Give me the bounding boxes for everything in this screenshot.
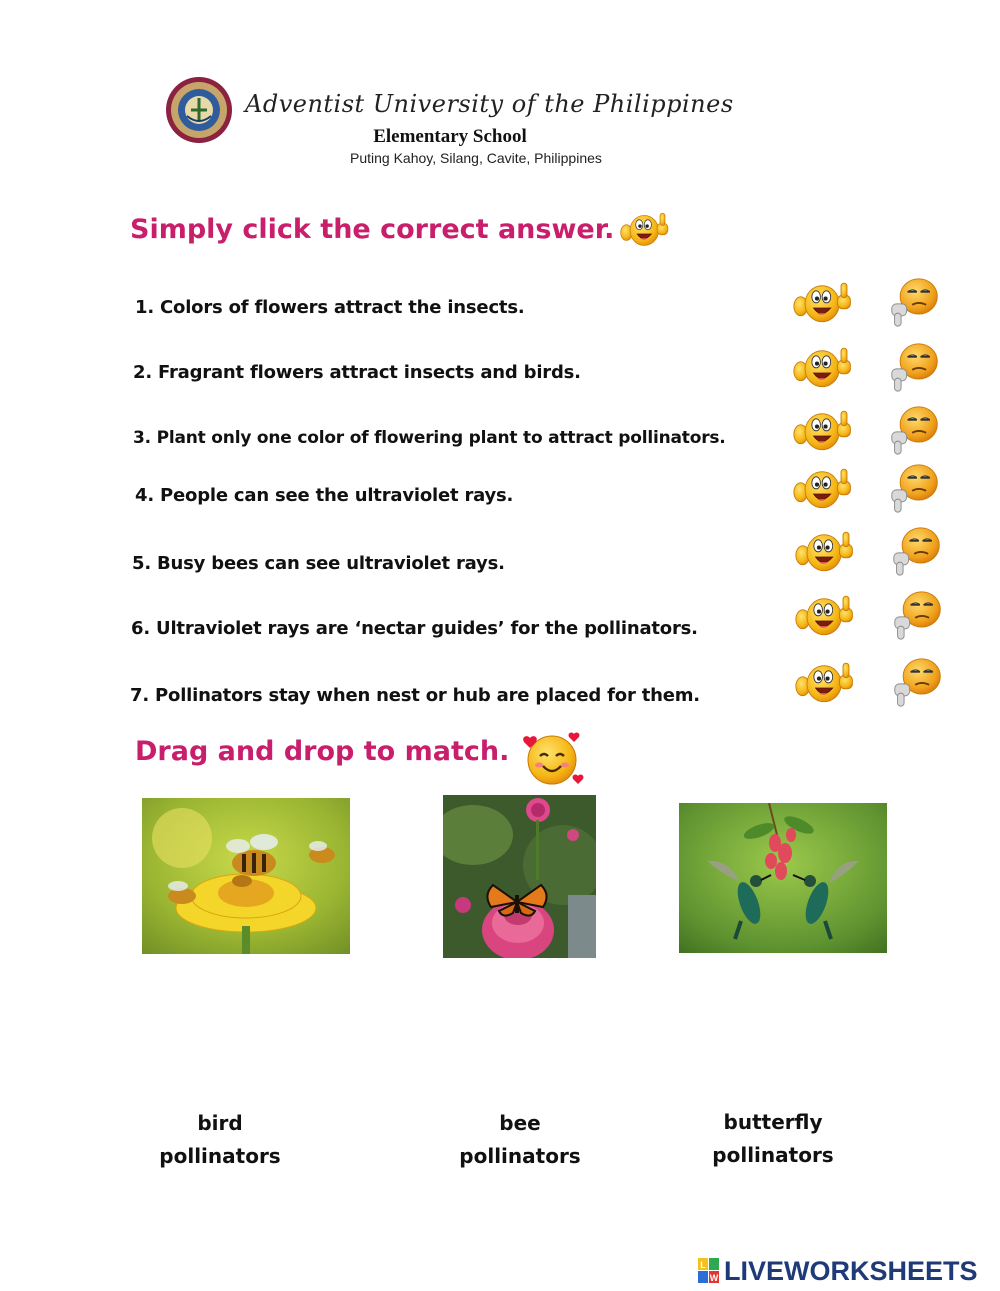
thumbs-down-emoji-icon [885, 462, 945, 514]
true-button-7[interactable] [795, 656, 855, 708]
thumbs-down-emoji-icon [885, 341, 945, 393]
thumbs-up-emoji-icon [793, 276, 853, 328]
true-button-4[interactable] [793, 462, 853, 514]
label-bird-pollinators[interactable] [130, 1107, 310, 1173]
question-5: 5. Busy bees can see ultraviolet rays. [132, 553, 505, 574]
true-button-3[interactable] [793, 404, 853, 456]
true-button-6[interactable] [795, 589, 855, 641]
thumbs-down-emoji-icon [885, 404, 945, 456]
thumbs-up-emoji-icon [795, 589, 855, 641]
question-3: 3. Plant only one color of flowering plant to attract pollinators. [133, 428, 726, 448]
false-button-1[interactable] [885, 276, 945, 328]
school-address: Puting Kahoy, Silang, Cavite, Philippines [350, 150, 602, 166]
school-name: Elementary School [373, 126, 527, 147]
true-button-2[interactable] [793, 341, 853, 393]
section-heading-text: Drag and drop to match. [135, 736, 510, 767]
liveworksheets-blocks-icon [698, 1258, 720, 1284]
question-7: 7. Pollinators stay when nest or hub are placed for them. [130, 685, 700, 706]
winking-thumbs-up-emoji-icon [620, 204, 670, 254]
thumbs-down-emoji-icon [887, 525, 947, 577]
thumbs-up-emoji-icon [793, 341, 853, 393]
thumbs-down-emoji-icon [888, 589, 948, 641]
question-2: 2. Fragrant flowers attract insects and birds. [133, 362, 581, 383]
bee-on-flower-photo[interactable] [142, 798, 350, 954]
smiling-hearts-emoji-icon [520, 728, 586, 788]
false-button-7[interactable] [888, 656, 948, 708]
section-heading-text: Simply click the correct answer. [130, 214, 615, 245]
question-1: 1. Colors of flowers attract the insects. [135, 297, 525, 318]
university-seal-logo [165, 76, 233, 144]
false-button-3[interactable] [885, 404, 945, 456]
label-line: pollinators [459, 1144, 581, 1168]
thumbs-up-emoji-icon [795, 525, 855, 577]
label-butterfly-pollinators[interactable] [683, 1106, 863, 1172]
true-button-5[interactable] [795, 525, 855, 577]
thumbs-up-emoji-icon [795, 656, 855, 708]
thumbs-down-emoji-icon [885, 276, 945, 328]
false-button-2[interactable] [885, 341, 945, 393]
thumbs-up-emoji-icon [793, 462, 853, 514]
svg-text:W: W [709, 1273, 719, 1283]
label-bee-pollinators[interactable] [430, 1107, 610, 1173]
false-button-6[interactable] [888, 589, 948, 641]
label-line: pollinators [712, 1143, 834, 1167]
true-button-1[interactable] [793, 276, 853, 328]
label-line: bee [499, 1111, 541, 1135]
university-name: Adventist University of the Philippines [245, 90, 734, 118]
false-button-5[interactable] [887, 525, 947, 577]
butterfly-on-flower-photo[interactable] [443, 795, 596, 958]
question-6: 6. Ultraviolet rays are ‘nectar guides’ for the pollinators. [131, 618, 698, 639]
svg-text:L: L [700, 1260, 706, 1270]
label-line: pollinators [159, 1144, 281, 1168]
hummingbirds-photo[interactable] [679, 803, 887, 953]
label-line: butterfly [723, 1110, 823, 1134]
false-button-4[interactable] [885, 462, 945, 514]
label-line: bird [197, 1111, 243, 1135]
thumbs-down-emoji-icon [888, 656, 948, 708]
section-heading-click [130, 214, 614, 245]
question-4: 4. People can see the ultraviolet rays. [135, 485, 514, 506]
liveworksheets-logo [698, 1253, 978, 1289]
liveworksheets-logo-text: LIVEWORKSHEETS [724, 1255, 978, 1286]
thumbs-up-emoji-icon [793, 404, 853, 456]
section-heading-drag [135, 736, 509, 767]
